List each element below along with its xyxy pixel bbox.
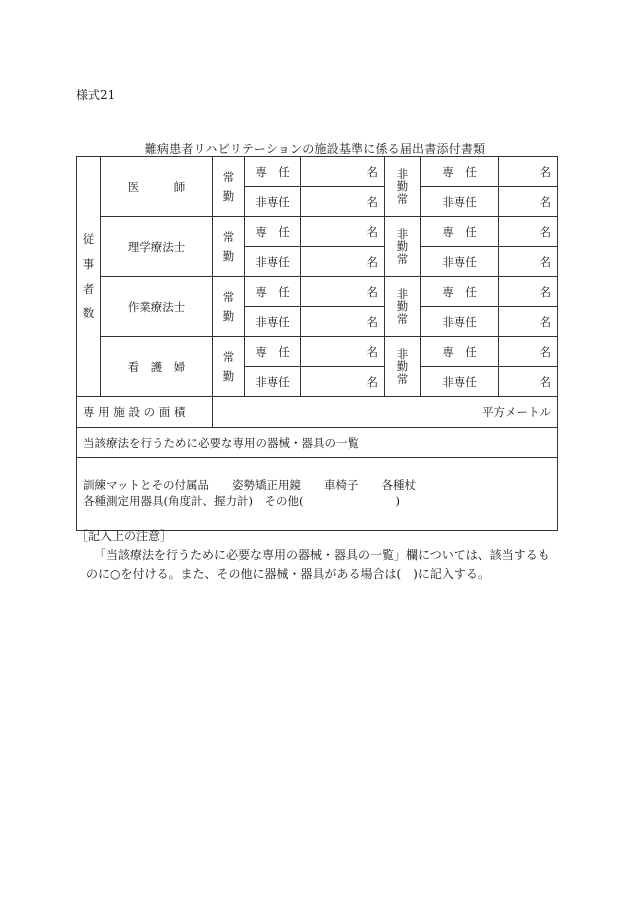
count-field[interactable]: 名 <box>499 157 558 187</box>
full-time-label: 常 勤 <box>213 217 245 277</box>
part-time-label: 非 勤 常 <box>385 337 421 397</box>
role-nurse: 看 護 婦 <box>101 337 213 397</box>
row-pt-dedicated <box>77 217 558 247</box>
equipment-header: 当該療法を行うために必要な専用の器械・器具の一覧 <box>77 428 558 458</box>
count-field[interactable]: 名 <box>301 217 385 247</box>
non-dedicated-label: 非専任 <box>245 307 301 337</box>
dedicated-label: 専 任 <box>245 157 301 187</box>
row-facility-area <box>77 397 558 428</box>
non-dedicated-label: 非専任 <box>421 307 499 337</box>
staff-count-label: 従 事 者 数 <box>77 157 101 397</box>
count-field[interactable]: 名 <box>499 367 558 397</box>
dedicated-label: 専 任 <box>421 277 499 307</box>
equipment-line-1: 訓練マットとその付属品 姿勢矯正用鏡 車椅子 各種杖 <box>83 478 417 493</box>
role-physical-therapist: 理学療法士 <box>101 217 213 277</box>
count-field[interactable]: 名 <box>499 277 558 307</box>
non-dedicated-label: 非専任 <box>245 367 301 397</box>
notes-line-2: のに○を付ける。また、その他に器械・器具がある場合は( )に記入する。 <box>86 567 490 582</box>
notes-heading: ［記入上の注意］ <box>76 529 173 543</box>
row-doctor-dedicated <box>77 157 558 187</box>
row-equipment-header <box>77 428 558 458</box>
row-nurse-dedicated <box>77 337 558 367</box>
staff-table <box>76 156 558 531</box>
equipment-line-2: 各種測定用器具(角度計、握力計) その他( ) <box>83 494 400 508</box>
notes-line-1: 「当該療法を行うために必要な専用の器械・器具の一覧」欄については、該当するも <box>94 548 550 563</box>
count-field[interactable]: 名 <box>301 247 385 277</box>
role-doctor: 医 師 <box>101 157 213 217</box>
count-field[interactable]: 名 <box>301 337 385 367</box>
count-field[interactable]: 名 <box>499 187 558 217</box>
part-time-label: 非 勤 常 <box>385 157 421 217</box>
full-time-label: 常 勤 <box>213 337 245 397</box>
part-time-label: 非 勤 常 <box>385 277 421 337</box>
non-dedicated-label: 非専任 <box>245 187 301 217</box>
full-time-label: 常 勤 <box>213 277 245 337</box>
count-field[interactable]: 名 <box>301 367 385 397</box>
facility-area-field[interactable]: 平方メートル <box>213 397 558 428</box>
non-dedicated-label: 非専任 <box>421 367 499 397</box>
row-equipment-list <box>77 458 558 531</box>
non-dedicated-label: 非専任 <box>245 247 301 277</box>
form-number: 様式21 <box>76 88 116 102</box>
equipment-list[interactable] <box>77 458 558 531</box>
count-field[interactable]: 名 <box>499 217 558 247</box>
count-field[interactable]: 名 <box>301 307 385 337</box>
full-time-label: 常 勤 <box>213 157 245 217</box>
count-field[interactable]: 名 <box>499 307 558 337</box>
count-field[interactable]: 名 <box>301 277 385 307</box>
row-ot-dedicated <box>77 277 558 307</box>
part-time-label: 非 勤 常 <box>385 217 421 277</box>
dedicated-label: 専 任 <box>245 337 301 367</box>
dedicated-label: 専 任 <box>245 217 301 247</box>
count-field[interactable]: 名 <box>499 337 558 367</box>
notes-section <box>76 527 566 585</box>
role-occupational-therapist: 作業療法士 <box>101 277 213 337</box>
document-title: 難病患者リハビリテーションの施設基準に係る届出書添付書類 <box>144 142 486 156</box>
dedicated-label: 専 任 <box>245 277 301 307</box>
count-field[interactable]: 名 <box>301 157 385 187</box>
dedicated-label: 専 任 <box>421 337 499 367</box>
facility-area-label: 専 用 施 設 の 面 積 <box>77 397 213 428</box>
count-field[interactable]: 名 <box>499 247 558 277</box>
non-dedicated-label: 非専任 <box>421 247 499 277</box>
dedicated-label: 専 任 <box>421 217 499 247</box>
dedicated-label: 専 任 <box>421 157 499 187</box>
count-field[interactable]: 名 <box>301 187 385 217</box>
non-dedicated-label: 非専任 <box>421 187 499 217</box>
